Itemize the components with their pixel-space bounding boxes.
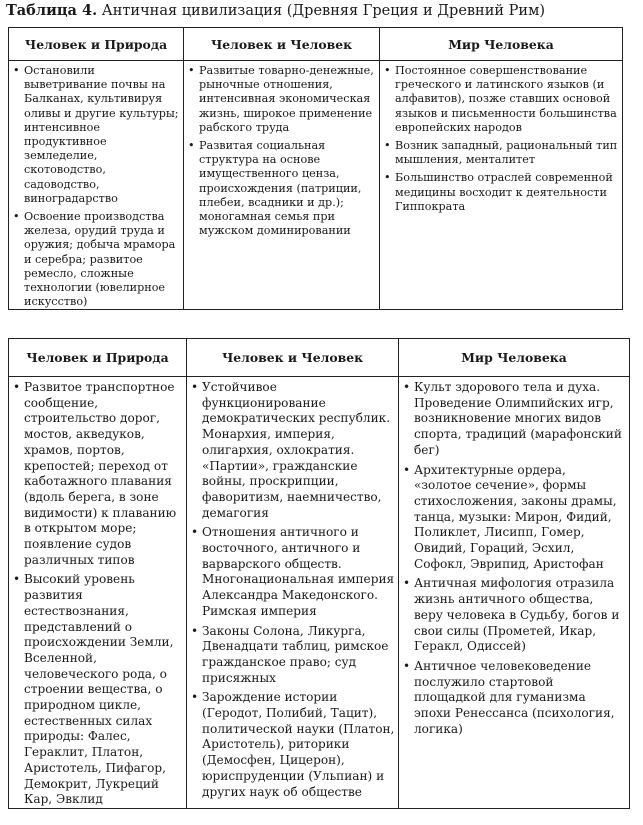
bullet-list <box>191 380 395 800</box>
bullet-icon: • <box>384 139 391 153</box>
list-item-text: Культ здорового тела и духа. Проведение Олимпийских игр, возникновение многих видов спорта, традиций (марафонский бег) <box>414 380 622 457</box>
bullet-icon: • <box>13 64 20 77</box>
list-item <box>191 380 395 521</box>
list-item-text: Архитектурные ордера, «золотое сечение», формы стихосложения, законы драмы, танца, музыки: Мирон, Фидий, Поликлет, Лисипп, Гомер, Овидий, Гораций, Эсхил, Софокл, Эврипид, Аристофан <box>414 462 617 571</box>
bullet-icon: • <box>384 64 391 77</box>
list-item-text: Античная мифология отразила жизнь античного общества, веру человека в Судьбу, богов и свои силы (Прометей, Икар, Геракл, Одиссей) <box>414 576 620 654</box>
list-item-text: Освоение производства железа, орудий труда и оружия; добыча мрамора и серебра; развитое ремесло, сложные технологии (ювелирное искусство) <box>24 210 176 309</box>
bullet-icon: • <box>403 658 411 673</box>
bullet-list <box>13 64 180 309</box>
table-1-cell-human-world <box>380 61 623 310</box>
bullet-icon: • <box>191 690 199 705</box>
table-2 <box>8 338 630 809</box>
table-1-cell-nature <box>9 61 184 310</box>
list-item-text: Зарождение истории (Геродот, Полибий, Тацит), политической науки (Платон, Аристотель), риторики (Демосфен, Цицерон), юриспруденции (Ульпиан) и других наук об обществе <box>202 690 395 799</box>
list-item-text: Развитые товарно-денежные, рыночные отношения, интенсивная экономическая жизнь, широкое применение рабского труда <box>199 64 374 134</box>
list-item <box>13 572 183 808</box>
header-human-world: Мир Человека <box>399 339 630 377</box>
bullet-icon: • <box>13 380 21 394</box>
header-nature: Человек и Природа <box>9 28 184 61</box>
bullet-list <box>384 64 619 214</box>
list-item <box>403 659 626 738</box>
list-item-text: Устойчивое функционирование демократических республик. Монархия, империя, олигархия, охлократия. «Партии», гражданские войны, проскрипции, фаворитизм, наемничество, демагогия <box>202 380 391 520</box>
list-item <box>403 380 626 459</box>
list-item <box>191 624 395 687</box>
bullet-icon: • <box>403 380 411 394</box>
bullet-icon: • <box>191 525 199 540</box>
list-item-text: Возник западный, рациональный тип мышления, менталитет <box>395 139 618 167</box>
list-item <box>188 139 376 238</box>
table-2-cell-nature <box>9 377 187 809</box>
bullet-list <box>13 380 183 808</box>
table-2-cell-society <box>187 377 399 809</box>
list-item-text: Законы Солона, Ликурга, Двенадцати таблиц, римское гражданское право; суд присяжных <box>202 623 389 685</box>
header-society: Человек и Человек <box>184 28 380 61</box>
list-item <box>191 525 395 619</box>
table-2-cell-human-world <box>399 377 630 809</box>
list-item <box>13 64 180 206</box>
bullet-icon: • <box>13 572 21 587</box>
list-item <box>13 210 180 309</box>
bullet-icon: • <box>191 623 199 638</box>
list-item-text: Остановили выветривание почвы на Балканах, культивируя оливы и другие культуры; интенсивное продуктивное земледелие, скотоводство, садоводство, виноградарство <box>24 64 179 205</box>
list-item-text: Развитая социальная структура на основе имущественного ценза, происхождения (патриции, плебеи, всадники и др.); моногамная семья при мужском доминировании <box>199 139 362 238</box>
caption-title: Античная цивилизация (Древняя Греция и Древний Рим) <box>101 3 546 19</box>
header-human-world: Мир Человека <box>380 28 623 61</box>
list-item <box>403 576 626 655</box>
list-item-text: Отношения античного и восточного, античного и варварского обществ. Многонациональная империя Александра Македонского. Римская империя <box>202 525 395 618</box>
bullet-icon: • <box>403 462 411 477</box>
list-item-text: Развитое транспортное сообщение, строительство дорог, мостов, акведуков, храмов, портов, крепостей; переход от каботажного плавания (вдоль берега, в зоне видимости) к плаванию в открытом море; появление судов различных типов <box>24 380 177 567</box>
list-item <box>384 139 619 167</box>
table-1-body-row <box>9 61 623 310</box>
table-1-header-row <box>9 28 623 61</box>
list-item-text: Высокий уровень развития естествознания, представлений о происхождении Земли, Вселенной, человеческого рода, о строении вещества, о природном цикле, естественных силах природы: Фалес, Гераклит, Платон, Аристотель, Пифагор, Демокрит, Лукреций Кар, Эвклид <box>24 572 174 807</box>
list-item <box>13 380 183 568</box>
list-item <box>384 171 619 214</box>
bullet-icon: • <box>403 576 411 591</box>
list-item <box>384 64 619 135</box>
bullet-icon: • <box>188 64 195 77</box>
bullet-icon: • <box>188 139 195 153</box>
table-1-cell-society <box>184 61 380 310</box>
caption-label: Таблица 4. <box>6 2 98 19</box>
list-item <box>403 463 626 573</box>
list-item <box>191 690 395 800</box>
bullet-list <box>403 380 626 737</box>
list-item-text: Античное человековедение послужило стартовой площадкой для гуманизма эпохи Ренессанса (психология, логика) <box>414 658 615 736</box>
bullet-list <box>188 64 376 238</box>
list-item <box>188 64 376 135</box>
list-item-text: Постоянное совершенствование греческого и латинского языков (и алфавитов), позже ставших основой языков и письменности большинства европейских народов <box>395 64 617 134</box>
header-society: Человек и Человек <box>187 339 399 377</box>
bullet-icon: • <box>191 380 199 394</box>
table-1 <box>8 27 623 310</box>
table-2-body-row <box>9 377 630 809</box>
table-caption <box>6 2 545 20</box>
table-2-header-row <box>9 339 630 377</box>
bullet-icon: • <box>13 210 20 224</box>
bullet-icon: • <box>384 171 391 185</box>
list-item-text: Большинство отраслей современной медицины восходит к деятельности Гиппократа <box>395 171 613 213</box>
header-nature: Человек и Природа <box>9 339 187 377</box>
